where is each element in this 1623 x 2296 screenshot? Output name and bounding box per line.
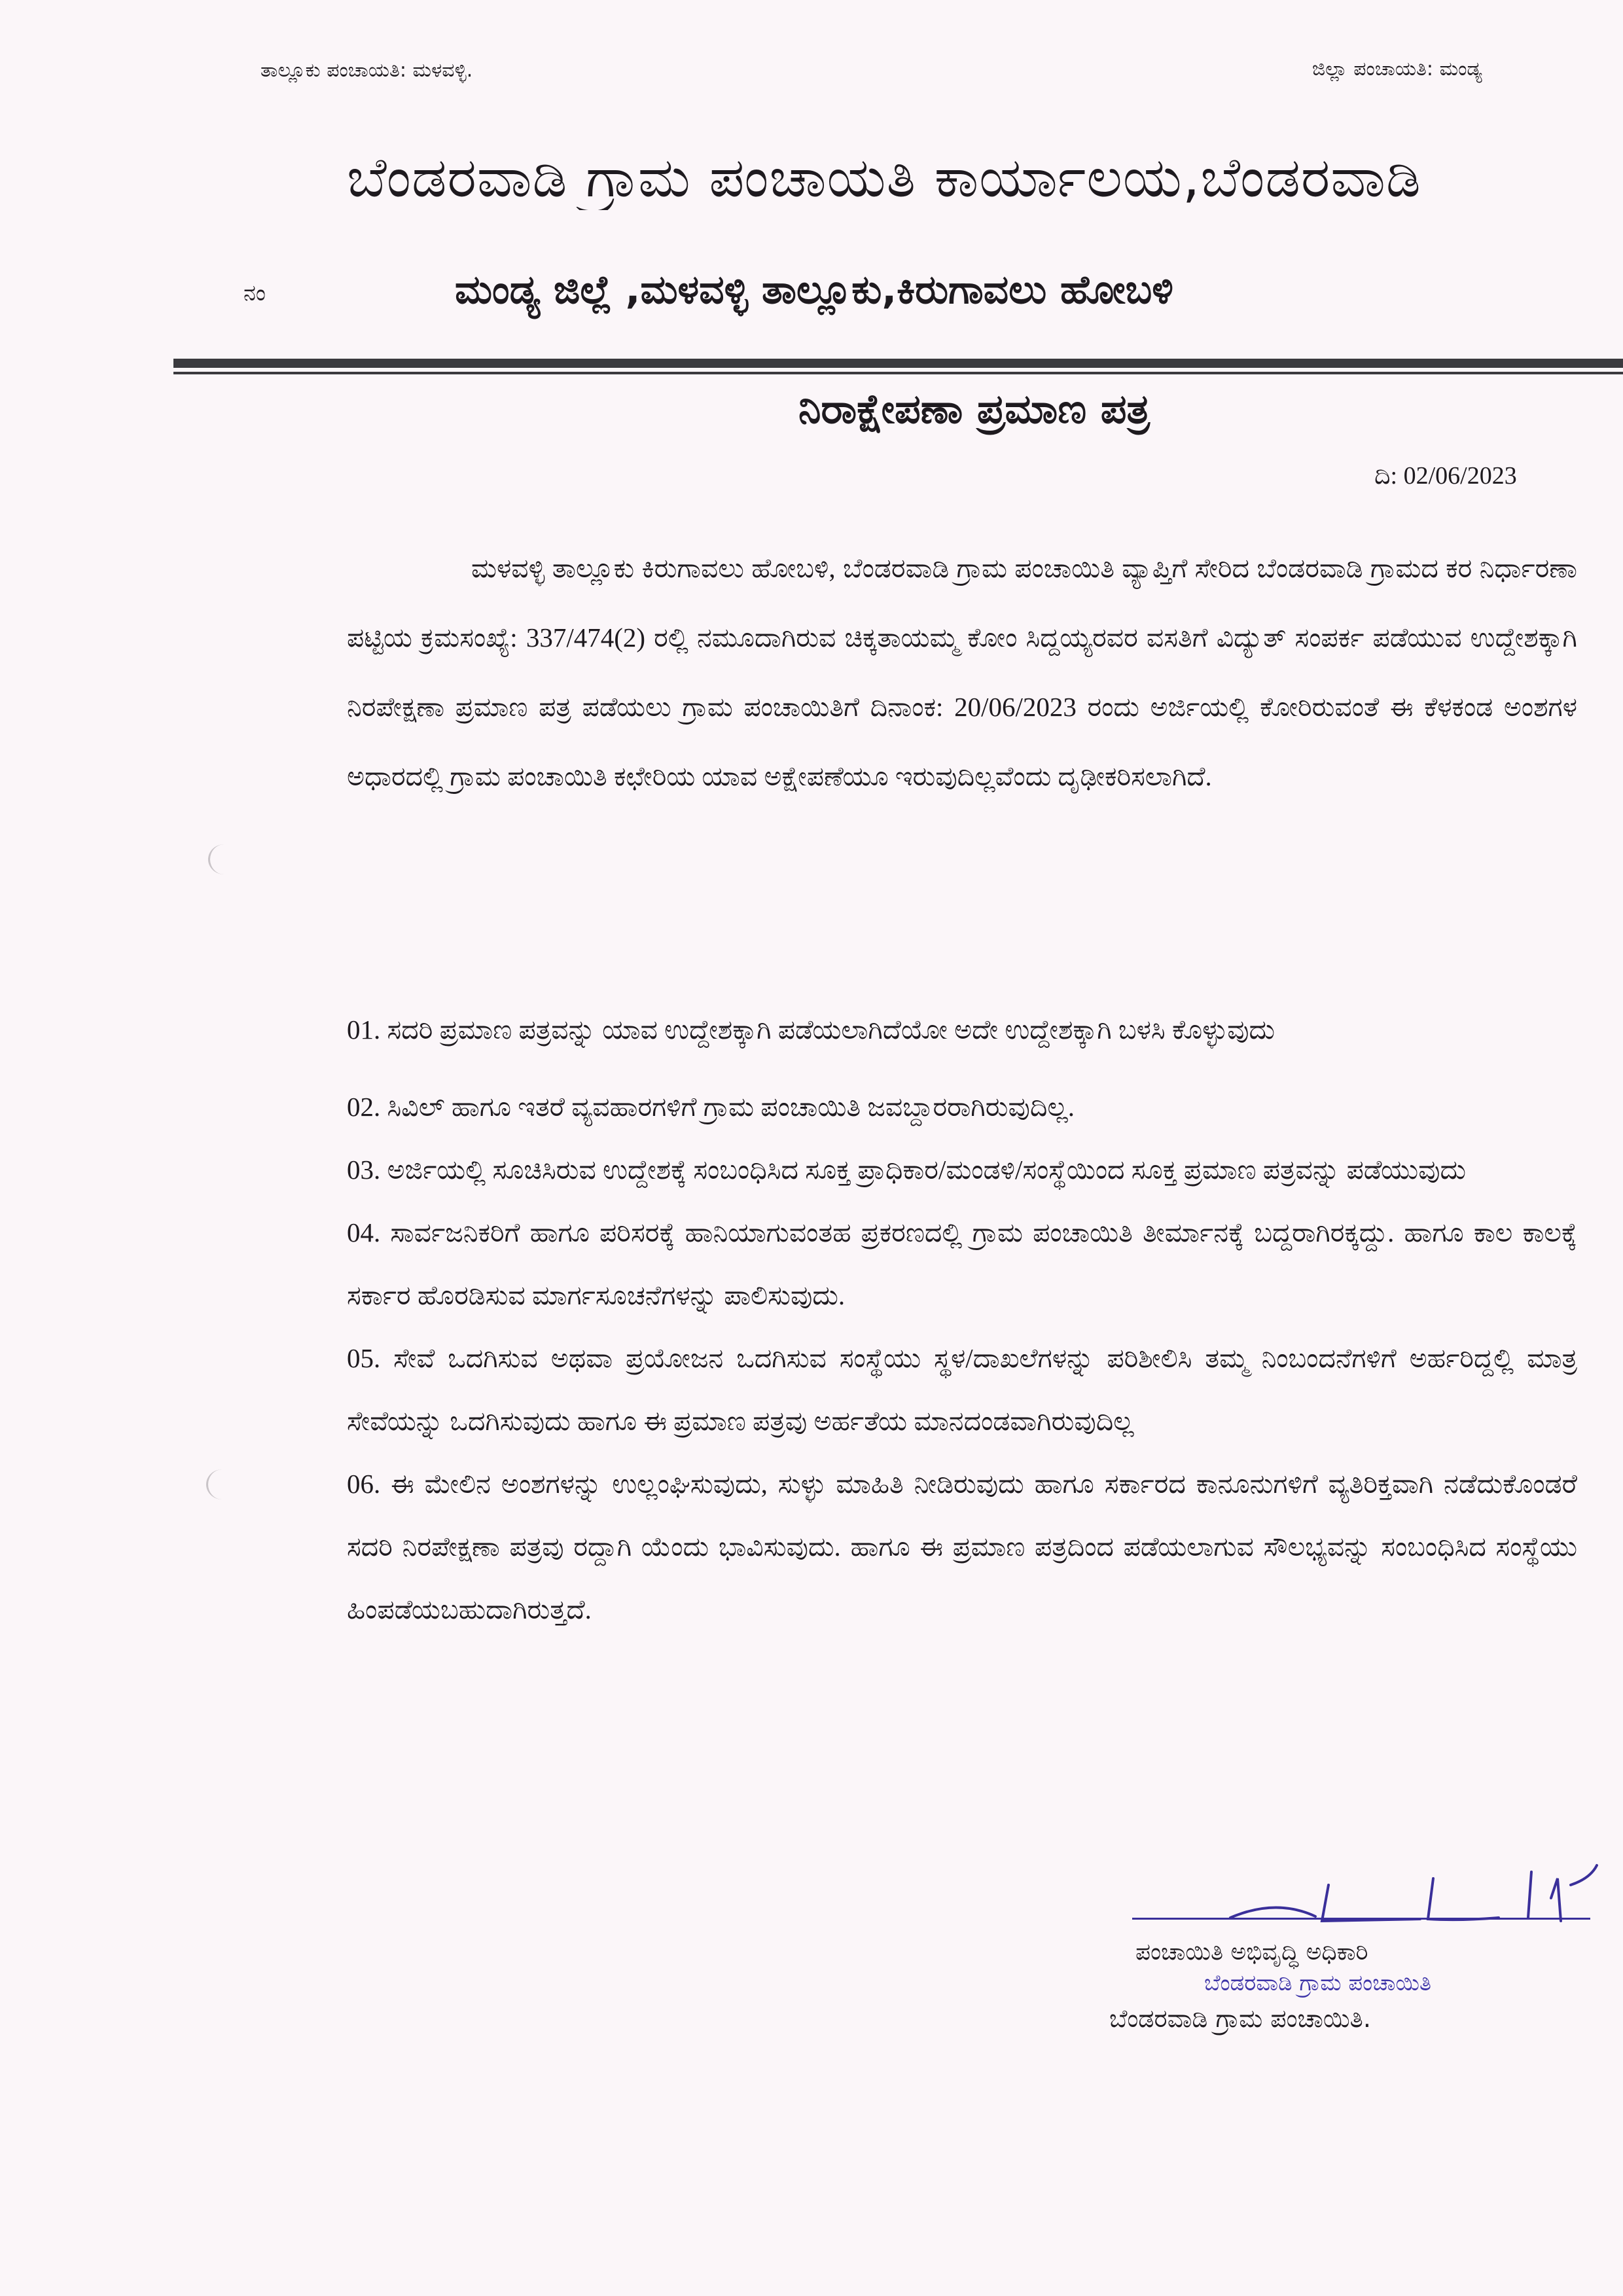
header-divider-thin [173,372,1623,374]
office-address: ಮಂಡ್ಯ ಜಿಲ್ಲೆ ,ಮಳವಳ್ಳಿ ತಾಲ್ಲೂಕು,ಕಿರುಗಾವಲು ಹೋಬಳಿ [455,267,1173,313]
signature-line [1132,1918,1590,1920]
conditions-list [347,998,1577,1641]
district-panchayat-label: ಜಿಲ್ಲಾ ಪಂಚಾಯತಿ: ಮಂಡ್ಯ [1312,58,1482,81]
condition-item: 02. ಸಿವಿಲ್ ಹಾಗೂ ಇತರೆ ವ್ಯವಹಾರಗಳಿಗೆ ಗ್ರಾಮ ಪಂಚಾಯಿತಿ ಜವಬ್ದಾರರಾಗಿರುವುದಿಲ್ಲ. [347,1092,1075,1122]
signatory-office: ಬೆಂಡರವಾಡಿ ಗ್ರಾಮ ಪಂಚಾಯಿತಿ. [1109,2004,1371,2033]
header-divider-thick [173,359,1623,368]
condition-item: 05. ಸೇವೆ ಒದಗಿಸುವ ಅಥವಾ ಪ್ರಯೋಜನ ಒದಗಿಸುವ ಸಂಸ್ಥೆಯು ಸ್ಥಳ/ದಾಖಲೆಗಳನ್ನು ಪರಿಶೀಲಿಸಿ ತಮ್ಮ ನಿಂಬಂದನೆಗಳಿಗೆ ಅರ್ಹರಿದ್ದಲ್ಲಿ ಮಾತ್ರ ಸೇವೆಯನ್ನು ಒದಗಿಸುವುದು ಹಾಗೂ ಈ ಪ್ರಮಾಣ ಪತ್ರವು ಅರ್ಹತೆಯ ಮಾನದಂಡವಾಗಿರುವುದಿಲ್ಲ [347,1343,1577,1436]
condition-item: 06. ಈ ಮೇಲಿನ ಅಂಶಗಳನ್ನು ಉಲ್ಲಂಘಿಸುವುದು, ಸುಳ್ಳು ಮಾಹಿತಿ ನೀಡಿರುವುದು ಹಾಗೂ ಸರ್ಕಾರದ ಕಾನೂನುಗಳಿಗೆ ವ್ಯತಿರಿಕ್ತವಾಗಿ ನಡೆದುಕೊಂಡರೆ ಸದರಿ ನಿರಪೇಕ್ಷಣಾ ಪತ್ರವು ರದ್ದಾಗಿ ಯೆಂದು ಭಾವಿಸುವುದು. ಹಾಗೂ ಈ ಪ್ರಮಾಣ ಪತ್ರದಿಂದ ಪಡೆಯಲಾಗುವ ಸೌಲಭ್ಯವನ್ನು ಸಂಬಂಧಿಸಿದ ಸಂಸ್ಥೆಯು ಹಿಂಪಡೆಯಬಹುದಾಗಿರುತ್ತದೆ. [347,1469,1577,1624]
document-title: ನಿರಾಕ್ಷೇಪಣಾ ಪ್ರಮಾಣ ಪತ್ರ [798,385,1150,433]
taluk-panchayat-label: ತಾಲ್ಲೂಕು ಪಂಚಾಯತಿ: ಮಳವಳ್ಳಿ. [260,59,473,82]
signatory-designation: ಪಂಚಾಯಿತಿ ಅಭಿವೃದ್ಧಿ ಅಧಿಕಾರಿ [1135,1939,1368,1965]
condition-item: 03. ಅರ್ಜಿಯಲ್ಲಿ ಸೂಚಿಸಿರುವ ಉದ್ದೇಶಕ್ಕೆ ಸಂಬಂಧಿಸಿದ ಸೂಕ್ತ ಪ್ರಾಧಿಕಾರ/ಮಂಡಳಿ/ಸಂಸ್ಥೆಯಿಂದ ಸೂಕ್ತ ಪ್ರಮಾಣ ಪತ್ರವನ್ನು ಪಡೆಯುವುದು [347,1155,1467,1185]
signature-scribble [1224,1859,1603,1931]
condition-item: 01. ಸದರಿ ಪ್ರಮಾಣ ಪತ್ರವನ್ನು ಯಾವ ಉದ್ದೇಶಕ್ಕಾಗಿ ಪಡೆಯಲಾಗಿದೆಯೋ ಅದೇ ಉದ್ದೇಶಕ್ಕಾಗಿ ಬಳಸಿ ಕೊಳ್ಳುವುದು [347,1014,1275,1045]
scan-punch-mark [208,844,240,874]
official-stamp: ಬೆಂಡರವಾಡಿ ಗ್ರಾಮ ಪಂಚಾಯಿತಿ [1204,1970,1431,1996]
intro-paragraph: ಮಳವಳ್ಳಿ ತಾಲ್ಲೂಕು ಕಿರುಗಾವಲು ಹೋಬಳಿ, ಬೆಂಡರವಾಡಿ ಗ್ರಾಮ ಪಂಚಾಯಿತಿ ವ್ಯಾಪ್ತಿಗೆ ಸೇರಿದ ಬೆಂಡರವಾಡಿ ಗ್ರಾಮದ ಕರ ನಿರ್ಧಾರಣಾ ಪಟ್ಟಿಯ ಕ್ರಮಸಂಖ್ಯೆ: 337/474(2) ರಲ್ಲಿ ನಮೂದಾಗಿರುವ ಚಿಕ್ಕತಾಯಮ್ಮ ಕೋಂ ಸಿದ್ದಯ್ಯರವರ ವಸತಿಗೆ ವಿದ್ಯುತ್ ಸಂಪರ್ಕ ಪಡೆಯುವ ಉದ್ದೇಶಕ್ಕಾಗಿ ನಿರಪೇಕ್ಷಣಾ ಪ್ರಮಾಣ ಪತ್ರ ಪಡೆಯಲು ಗ್ರಾಮ ಪಂಚಾಯಿತಿಗೆ ದಿನಾಂಕ: 20/06/2023 ರಂದು ಅರ್ಜಿಯಲ್ಲಿ ಕೋರಿರುವಂತೆ ಈ ಕೆಳಕಂಡ ಅಂಶಗಳ ಅಧಾರದಲ್ಲಿ ಗ್ರಾಮ ಪಂಚಾಯಿತಿ ಕಛೇರಿಯ ಯಾವ ಅಕ್ಷೇಪಣೆಯೂ ಇರುವುದಿಲ್ಲವೆಂದು ದೃಢೀಕರಿಸಲಾಗಿದೆ. [347,553,1577,791]
reference-number-label: ನಂ [243,280,266,306]
scan-punch-mark [206,1469,238,1499]
document-date: ದಿ: 02/06/2023 [1374,462,1517,490]
condition-item: 04. ಸಾರ್ವಜನಿಕರಿಗೆ ಹಾಗೂ ಪರಿಸರಕ್ಕೆ ಹಾನಿಯಾಗುವಂತಹ ಪ್ರಕರಣದಲ್ಲಿ ಗ್ರಾಮ ಪಂಚಾಯಿತಿ ತೀರ್ಮಾನಕ್ಕೆ ಬದ್ದರಾಗಿರಕ್ಕದ್ದು. ಹಾಗೂ ಕಾಲ ಕಾಲಕ್ಕೆ ಸರ್ಕಾರ ಹೊರಡಿಸುವ ಮಾರ್ಗಸೂಚನೆಗಳನ್ನು ಪಾಲಿಸುವುದು. [347,1217,1577,1310]
office-title: ಬೆಂಡರವಾಡಿ ಗ್ರಾಮ ಪಂಚಾಯತಿ ಕಾರ್ಯಾಲಯ,ಬೆಂಡರವಾಡಿ [347,145,1421,209]
